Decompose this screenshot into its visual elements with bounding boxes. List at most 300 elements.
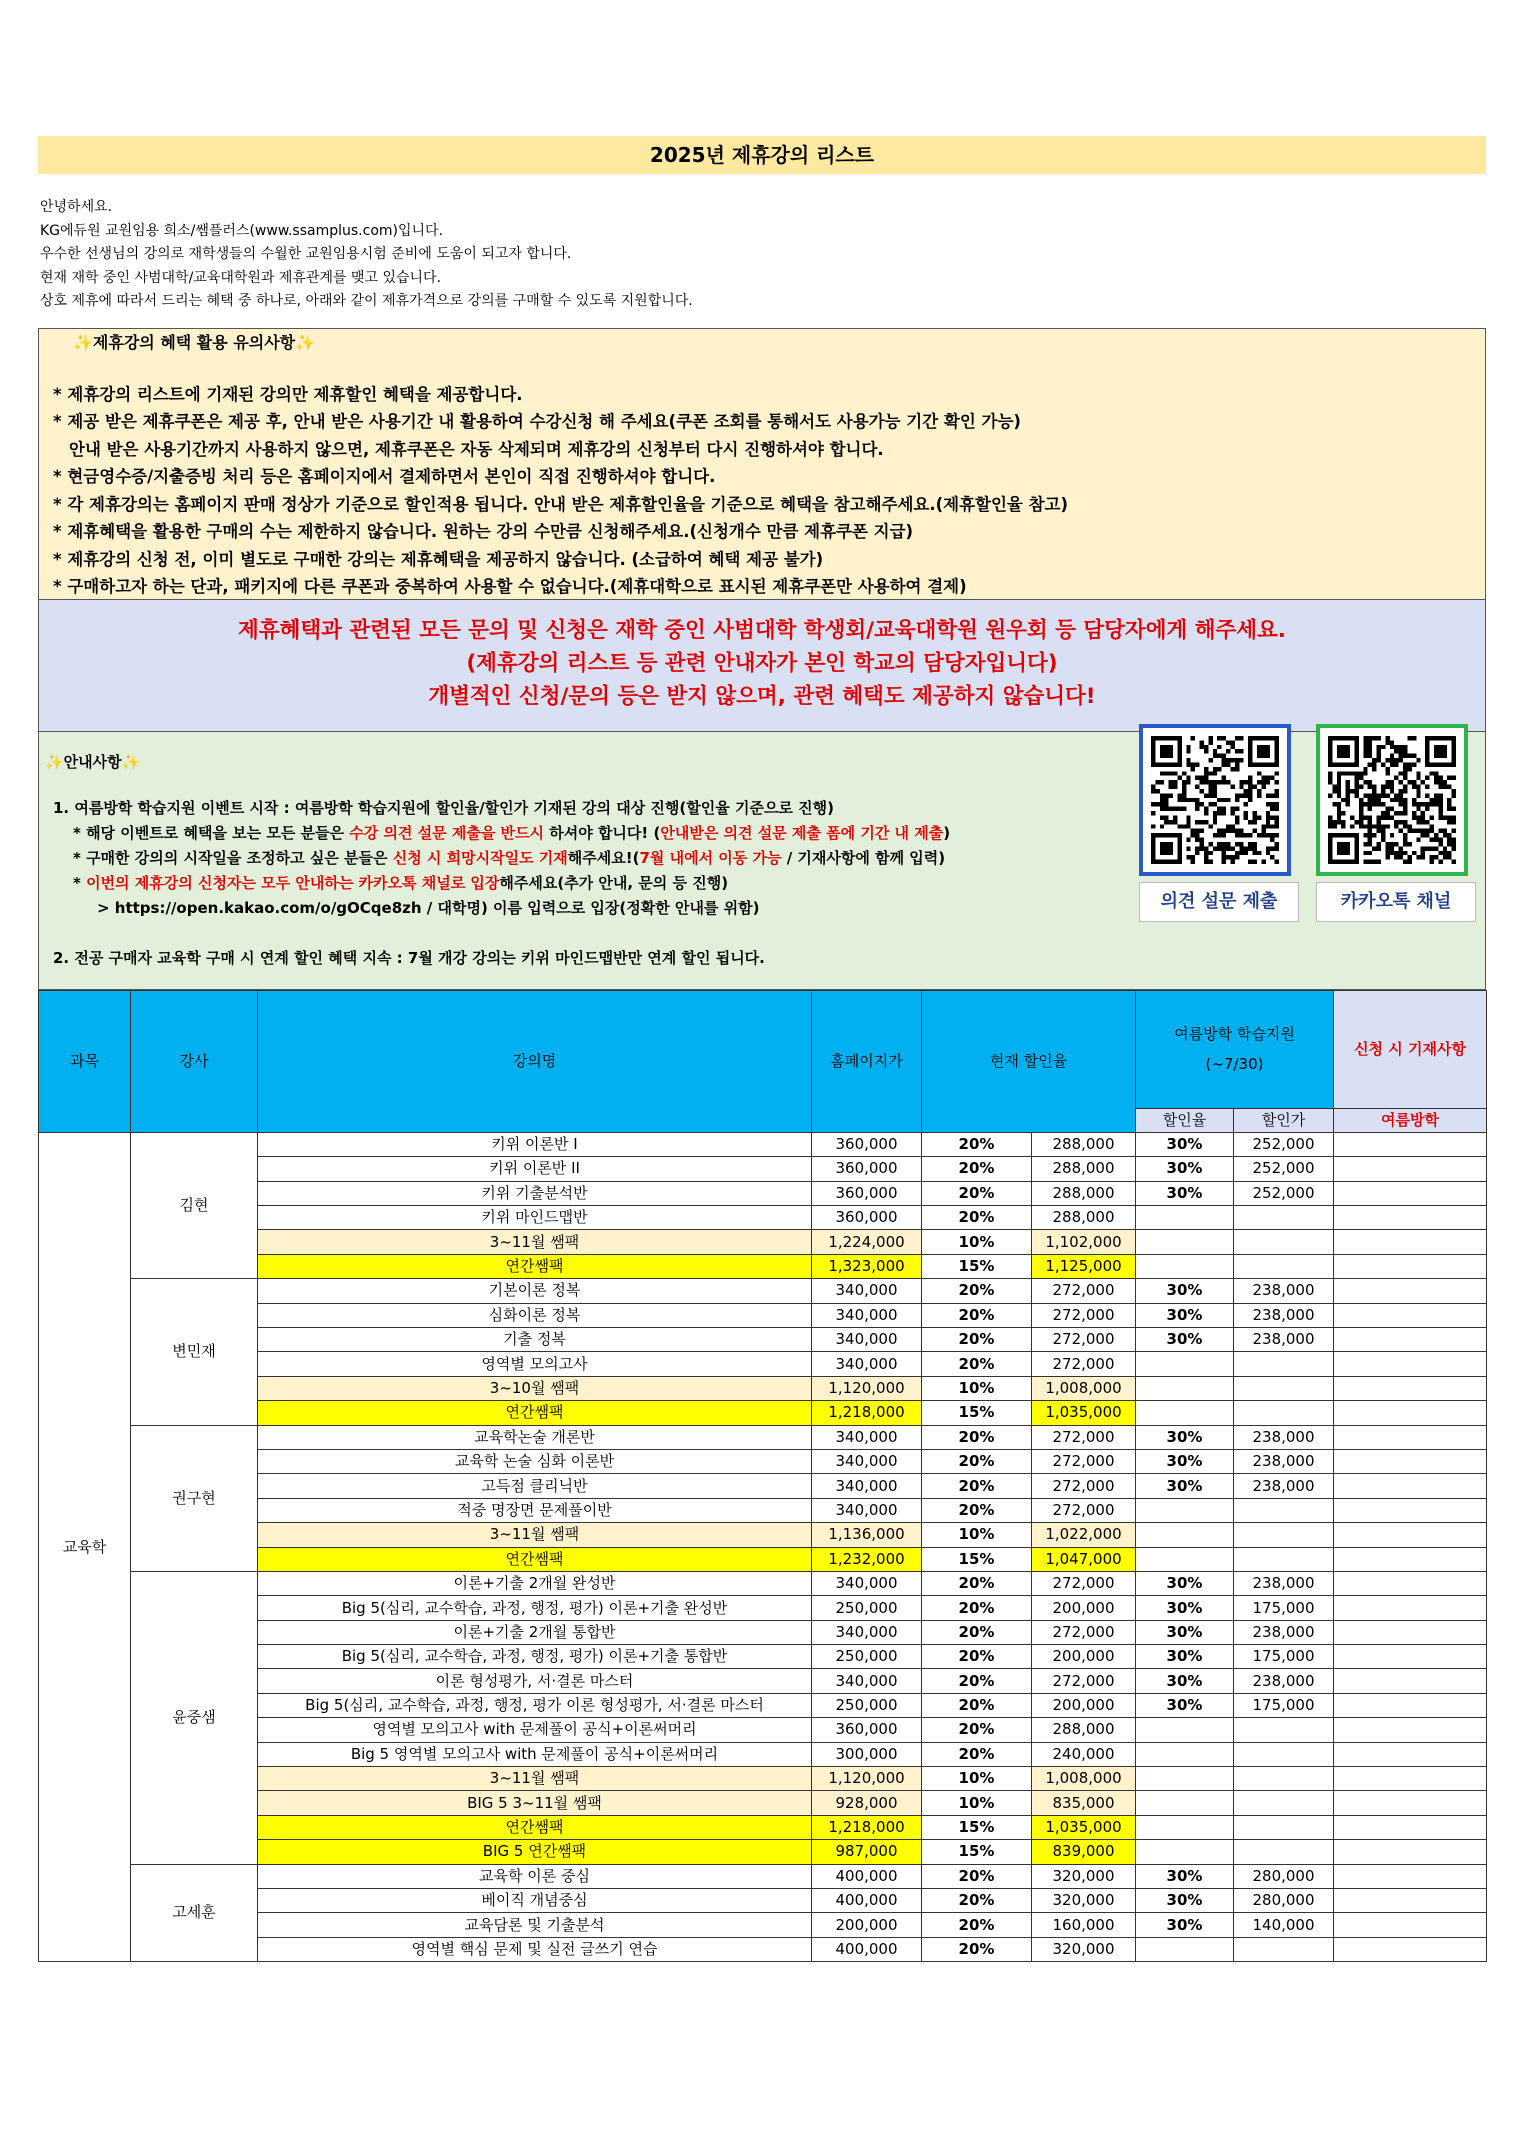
summer-rate-cell (1136, 1937, 1234, 1961)
price-cell: 300,000 (812, 1742, 922, 1766)
note-cell (1334, 1181, 1487, 1205)
rate-cell: 15% (922, 1254, 1032, 1278)
price-cell: 250,000 (812, 1596, 922, 1620)
info-text: * 해당 이벤트로 혜택을 보는 모든 분들은 (73, 823, 350, 842)
kakao-link[interactable]: > https://open.kakao.com/o/gOCqe8zh / 대학명) 이름 입력으로 입장(정확한 안내를 위함) (97, 898, 760, 917)
discount-price-cell: 272,000 (1032, 1328, 1136, 1352)
lecture-name-cell: 이론 형성평가, 서·결론 마스터 (258, 1669, 812, 1693)
lecture-name-cell: 3~11월 쌤팩 (258, 1767, 812, 1791)
price-cell: 360,000 (812, 1718, 922, 1742)
price-cell: 340,000 (812, 1352, 922, 1376)
price-cell: 360,000 (812, 1157, 922, 1181)
header-discount: 현재 할인율 (922, 990, 1136, 1132)
summer-price-cell: 252,000 (1234, 1132, 1334, 1156)
page-title: 2025년 제휴강의 리스트 (38, 136, 1486, 174)
rate-cell: 20% (922, 1449, 1032, 1473)
discount-price-cell: 200,000 (1032, 1693, 1136, 1717)
rate-cell: 20% (922, 1693, 1032, 1717)
discount-price-cell: 288,000 (1032, 1206, 1136, 1230)
header-summer-period: (~7/30) (1205, 1055, 1264, 1073)
header-summer-price: 할인가 (1234, 1108, 1334, 1132)
header-price: 홈페이지가 (812, 990, 922, 1132)
lecture-name-cell: 키위 마인드맵반 (258, 1206, 812, 1230)
discount-price-cell: 288,000 (1032, 1181, 1136, 1205)
note-cell (1334, 1937, 1487, 1961)
price-cell: 250,000 (812, 1693, 922, 1717)
summer-rate-cell: 30% (1136, 1157, 1234, 1181)
discount-price-cell: 1,125,000 (1032, 1254, 1136, 1278)
rate-cell: 20% (922, 1864, 1032, 1888)
kakao-qr-block[interactable] (1316, 724, 1476, 922)
rate-cell: 10% (922, 1230, 1032, 1254)
note-cell (1334, 1620, 1487, 1644)
summer-price-cell: 238,000 (1234, 1620, 1334, 1644)
document-page (38, 136, 1486, 1962)
summer-rate-cell: 30% (1136, 1303, 1234, 1327)
discount-price-cell: 1,035,000 (1032, 1815, 1136, 1839)
summer-price-cell (1234, 1937, 1334, 1961)
lecture-name-cell: 영역별 모의고사 with 문제풀이 공식+이론써머리 (258, 1718, 812, 1742)
teacher-cell: 김현 (131, 1132, 258, 1278)
price-cell: 340,000 (812, 1425, 922, 1449)
lecture-name-cell: 연간쌤팩 (258, 1547, 812, 1571)
teacher-cell: 권구현 (131, 1425, 258, 1571)
lecture-name-cell: 교육학 이론 중심 (258, 1864, 812, 1888)
note-cell (1334, 1669, 1487, 1693)
notice-item: * 제휴강의 리스트에 기재된 강의만 제휴할인 혜택을 제공합니다. (53, 384, 523, 404)
summer-price-cell: 238,000 (1234, 1449, 1334, 1473)
info-text: 하셔야 합니다! ( (544, 823, 661, 842)
rate-cell: 20% (922, 1157, 1032, 1181)
summer-price-cell (1234, 1718, 1334, 1742)
summer-rate-cell (1136, 1840, 1234, 1864)
discount-price-cell: 200,000 (1032, 1645, 1136, 1669)
summer-rate-cell: 30% (1136, 1620, 1234, 1644)
summer-price-cell (1234, 1401, 1334, 1425)
note-cell (1334, 1596, 1487, 1620)
price-cell: 1,232,000 (812, 1547, 922, 1571)
lecture-name-cell: 키위 이론반 II (258, 1157, 812, 1181)
lecture-name-cell: 교육담론 및 기출분석 (258, 1913, 812, 1937)
note-cell (1334, 1840, 1487, 1864)
summer-price-cell (1234, 1498, 1334, 1522)
summer-price-cell (1234, 1815, 1334, 1839)
summer-rate-cell (1136, 1254, 1234, 1278)
rate-cell: 15% (922, 1547, 1032, 1571)
teacher-cell: 고세훈 (131, 1864, 258, 1962)
info-text: ) (943, 823, 951, 842)
summer-price-cell (1234, 1376, 1334, 1400)
price-cell: 340,000 (812, 1279, 922, 1303)
note-cell (1334, 1279, 1487, 1303)
note-cell (1334, 1206, 1487, 1230)
summer-rate-cell (1136, 1401, 1234, 1425)
summer-rate-cell: 30% (1136, 1328, 1234, 1352)
summer-price-cell (1234, 1767, 1334, 1791)
rate-cell: 10% (922, 1376, 1032, 1400)
rate-cell: 20% (922, 1742, 1032, 1766)
price-cell: 360,000 (812, 1181, 922, 1205)
discount-price-cell: 272,000 (1032, 1498, 1136, 1522)
rate-cell: 20% (922, 1328, 1032, 1352)
summer-price-cell (1234, 1791, 1334, 1815)
summer-price-cell: 280,000 (1234, 1864, 1334, 1888)
summer-rate-cell: 30% (1136, 1889, 1234, 1913)
note-cell (1334, 1352, 1487, 1376)
summer-rate-cell (1136, 1547, 1234, 1571)
price-cell: 1,218,000 (812, 1815, 922, 1839)
summer-price-cell (1234, 1840, 1334, 1864)
note-cell (1334, 1547, 1487, 1571)
summer-rate-cell: 30% (1136, 1449, 1234, 1473)
rate-cell: 20% (922, 1425, 1032, 1449)
discount-price-cell: 288,000 (1032, 1132, 1136, 1156)
note-cell (1334, 1401, 1487, 1425)
header-note: 신청 시 기재사항 (1334, 990, 1487, 1108)
info-text: * (73, 873, 87, 892)
discount-price-cell: 272,000 (1032, 1449, 1136, 1473)
summer-price-cell (1234, 1523, 1334, 1547)
info-text: 해주세요(추가 안내, 문의 등 진행) (499, 873, 729, 892)
price-cell: 1,120,000 (812, 1376, 922, 1400)
contact-line: 개별적인 신청/문의 등은 받지 않으며, 관련 혜택도 제공하지 않습니다! (428, 683, 1096, 709)
table-row (39, 1864, 1487, 1888)
price-cell: 200,000 (812, 1913, 922, 1937)
note-cell (1334, 1571, 1487, 1595)
note-cell (1334, 1157, 1487, 1181)
lecture-table (38, 990, 1487, 1963)
rate-cell: 10% (922, 1791, 1032, 1815)
summer-price-cell: 175,000 (1234, 1596, 1334, 1620)
note-cell (1334, 1693, 1487, 1717)
summer-rate-cell (1136, 1230, 1234, 1254)
rate-cell: 20% (922, 1620, 1032, 1644)
survey-qr-block[interactable] (1139, 724, 1299, 922)
note-cell (1334, 1254, 1487, 1278)
summer-price-cell (1234, 1230, 1334, 1254)
discount-price-cell: 272,000 (1032, 1669, 1136, 1693)
notice-item: * 현금영수증/지출증빙 처리 등은 홈페이지에서 결제하면서 본인이 직접 진행하셔야 합니다. (53, 467, 716, 486)
note-cell (1334, 1791, 1487, 1815)
discount-price-cell: 1,008,000 (1032, 1376, 1136, 1400)
note-cell (1334, 1328, 1487, 1352)
lecture-name-cell: Big 5(심리, 교수학습, 과정, 행정, 평가) 이론+기출 완성반 (258, 1596, 812, 1620)
summer-price-cell: 238,000 (1234, 1474, 1334, 1498)
summer-price-cell: 238,000 (1234, 1669, 1334, 1693)
lecture-table-body (39, 1132, 1487, 1961)
lecture-name-cell: 3~11월 쌤팩 (258, 1230, 812, 1254)
header-summer (1136, 990, 1334, 1108)
summer-rate-cell: 30% (1136, 1571, 1234, 1595)
note-cell (1334, 1815, 1487, 1839)
greeting-line: KG에듀원 교원임용 희소/쌤플러스(www.ssamplus.com)입니다. (40, 222, 444, 239)
subject-cell: 교육학 (39, 1132, 131, 1961)
summer-price-cell: 238,000 (1234, 1328, 1334, 1352)
rate-cell: 20% (922, 1279, 1032, 1303)
rate-cell: 20% (922, 1669, 1032, 1693)
summer-rate-cell: 30% (1136, 1913, 1234, 1937)
price-cell: 340,000 (812, 1474, 922, 1498)
info-highlight: 신청 시 희망시작일도 기재 (392, 848, 568, 867)
lecture-name-cell: Big 5(심리, 교수학습, 과정, 행정, 평가 이론 형성평가, 서·결론 마스터 (258, 1693, 812, 1717)
notice-item: * 제휴혜택을 활용한 구매의 수는 제한하지 않습니다. 원하는 강의 수만큼 신청해주세요.(신청개수 만큼 제휴쿠폰 지급) (53, 522, 914, 541)
rate-cell: 20% (922, 1571, 1032, 1595)
notice-heading: ✨제휴강의 혜택 활용 유의사항✨ (73, 332, 316, 352)
notice-box (38, 328, 1486, 600)
greeting-line: 안녕하세요. (40, 199, 113, 215)
note-cell (1334, 1718, 1487, 1742)
header-summer-rate: 할인율 (1136, 1108, 1234, 1132)
price-cell: 1,120,000 (812, 1767, 922, 1791)
lecture-name-cell: 연간쌤팩 (258, 1815, 812, 1839)
lecture-name-cell: 3~10월 쌤팩 (258, 1376, 812, 1400)
rate-cell: 20% (922, 1206, 1032, 1230)
lecture-name-cell: Big 5 영역별 모의고사 with 문제풀이 공식+이론써머리 (258, 1742, 812, 1766)
lecture-name-cell: 교육학논술 개론반 (258, 1425, 812, 1449)
lecture-name-cell: 심화이론 정복 (258, 1303, 812, 1327)
notice-item: 안내 받은 사용기간까지 사용하지 않으면, 제휴쿠폰은 자동 삭제되며 제휴강의 신청부터 다시 진행하셔야 합니다. (69, 439, 884, 459)
info-highlight: 7월 내에서 이동 가능 (639, 848, 782, 867)
discount-price-cell: 288,000 (1032, 1718, 1136, 1742)
rate-cell: 20% (922, 1352, 1032, 1376)
price-cell: 928,000 (812, 1791, 922, 1815)
note-cell (1334, 1498, 1487, 1522)
header-subject: 과목 (39, 990, 131, 1132)
summer-price-cell (1234, 1254, 1334, 1278)
summer-price-cell (1234, 1352, 1334, 1376)
info-box (38, 732, 1486, 990)
summer-rate-cell: 30% (1136, 1279, 1234, 1303)
note-cell (1334, 1645, 1487, 1669)
summer-rate-cell: 30% (1136, 1864, 1234, 1888)
discount-price-cell: 320,000 (1032, 1864, 1136, 1888)
summer-rate-cell (1136, 1352, 1234, 1376)
lecture-name-cell: Big 5(심리, 교수학습, 과정, 행정, 평가) 이론+기출 통합반 (258, 1645, 812, 1669)
lecture-name-cell: 기본이론 정복 (258, 1279, 812, 1303)
kakao-qr-code[interactable] (1316, 724, 1468, 876)
discount-price-cell: 272,000 (1032, 1571, 1136, 1595)
greeting-text (38, 196, 1486, 314)
summer-price-cell (1234, 1547, 1334, 1571)
table-row (39, 1279, 1487, 1303)
summer-rate-cell (1136, 1206, 1234, 1230)
note-cell (1334, 1913, 1487, 1937)
discount-price-cell: 160,000 (1032, 1913, 1136, 1937)
summer-rate-cell (1136, 1498, 1234, 1522)
rate-cell: 20% (922, 1474, 1032, 1498)
info-highlight: 수강 의견 설문 제출을 반드시 (349, 823, 545, 842)
info-highlight: 이번의 제휴강의 신청자는 모두 안내하는 카카오톡 채널로 입장 (86, 873, 500, 892)
info-highlight: 안내받은 의견 설문 제출 폼에 기간 내 제출 (660, 823, 944, 842)
rate-cell: 20% (922, 1718, 1032, 1742)
discount-price-cell: 1,047,000 (1032, 1547, 1136, 1571)
summer-price-cell (1234, 1206, 1334, 1230)
summer-rate-cell: 30% (1136, 1425, 1234, 1449)
summer-rate-cell (1136, 1376, 1234, 1400)
note-cell (1334, 1864, 1487, 1888)
qr-code-icon (1328, 736, 1456, 864)
info-line: 2. 전공 구매자 교육학 구매 시 연계 할인 혜택 지속 : 7월 개강 강의는 키위 마인드맵반만 연계 할인 됩니다. (53, 948, 765, 967)
price-cell: 340,000 (812, 1620, 922, 1644)
summer-price-cell: 140,000 (1234, 1913, 1334, 1937)
summer-rate-cell: 30% (1136, 1693, 1234, 1717)
note-cell (1334, 1303, 1487, 1327)
info-text: 해주세요!( (567, 848, 640, 867)
summer-rate-cell: 30% (1136, 1645, 1234, 1669)
rate-cell: 10% (922, 1523, 1032, 1547)
price-cell: 1,218,000 (812, 1401, 922, 1425)
summer-rate-cell (1136, 1767, 1234, 1791)
discount-price-cell: 272,000 (1032, 1352, 1136, 1376)
summer-rate-cell (1136, 1791, 1234, 1815)
summer-rate-cell (1136, 1523, 1234, 1547)
note-cell (1334, 1742, 1487, 1766)
rate-cell: 20% (922, 1132, 1032, 1156)
discount-price-cell: 1,035,000 (1032, 1401, 1136, 1425)
note-cell (1334, 1425, 1487, 1449)
survey-qr-code[interactable] (1139, 724, 1291, 876)
rate-cell: 20% (922, 1889, 1032, 1913)
notice-item: * 제공 받은 제휴쿠폰은 제공 후, 안내 받은 사용기간 내 활용하여 수강신청 해 주세요(쿠폰 조회를 통해서도 사용가능 기간 확인 가능) (53, 412, 1021, 431)
contact-line: 제휴혜택과 관련된 모든 문의 및 신청은 재학 중인 사범대학 학생회/교육대학원 원우회 등 담당자에게 해주세요. (238, 617, 1286, 643)
lecture-name-cell: 연간쌤팩 (258, 1401, 812, 1425)
summer-price-cell: 280,000 (1234, 1889, 1334, 1913)
lecture-name-cell: 이론+기출 2개월 완성반 (258, 1571, 812, 1595)
contact-box (38, 600, 1486, 732)
summer-rate-cell: 30% (1136, 1596, 1234, 1620)
note-cell (1334, 1132, 1487, 1156)
lecture-name-cell: 베이직 개념중심 (258, 1889, 812, 1913)
lecture-name-cell: 적중 명장면 문제풀이반 (258, 1498, 812, 1522)
rate-cell: 15% (922, 1401, 1032, 1425)
lecture-name-cell: BIG 5 연간쌤팩 (258, 1840, 812, 1864)
lecture-name-cell: 교육학 논술 심화 이론반 (258, 1449, 812, 1473)
price-cell: 1,224,000 (812, 1230, 922, 1254)
price-cell: 360,000 (812, 1206, 922, 1230)
lecture-name-cell: 키위 기출분석반 (258, 1181, 812, 1205)
summer-rate-cell (1136, 1742, 1234, 1766)
discount-price-cell: 272,000 (1032, 1425, 1136, 1449)
discount-price-cell: 272,000 (1032, 1303, 1136, 1327)
discount-price-cell: 1,008,000 (1032, 1767, 1136, 1791)
rate-cell: 20% (922, 1645, 1032, 1669)
price-cell: 400,000 (812, 1889, 922, 1913)
note-cell (1334, 1523, 1487, 1547)
rate-cell: 15% (922, 1815, 1032, 1839)
lecture-name-cell: 연간쌤팩 (258, 1254, 812, 1278)
summer-price-cell: 175,000 (1234, 1645, 1334, 1669)
discount-price-cell: 1,102,000 (1032, 1230, 1136, 1254)
discount-price-cell: 200,000 (1032, 1596, 1136, 1620)
price-cell: 360,000 (812, 1132, 922, 1156)
price-cell: 1,323,000 (812, 1254, 922, 1278)
teacher-cell: 윤중샘 (131, 1571, 258, 1864)
rate-cell: 20% (922, 1913, 1032, 1937)
info-line: 1. 여름방학 학습지원 이벤트 시작 : 여름방학 학습지원에 할인율/할인가 기재된 강의 대상 진행(할인율 기준으로 진행) (53, 798, 834, 817)
notice-item: * 제휴강의 신청 전, 이미 별도로 구매한 강의는 제휴혜택을 제공하지 않습니다. (소급하여 혜택 제공 불가) (53, 549, 824, 569)
notice-item: * 구매하고자 하는 단과, 패키지에 다른 쿠폰과 중복하여 사용할 수 없습니다.(제휴대학으로 표시된 제휴쿠폰만 사용하여 결제) (53, 577, 967, 596)
lecture-name-cell: 이론+기출 2개월 통합반 (258, 1620, 812, 1644)
survey-qr-label[interactable]: 의견 설문 제출 (1139, 882, 1299, 922)
lecture-name-cell: 영역별 핵심 문제 및 실전 글쓰기 연습 (258, 1937, 812, 1961)
header-lecture: 강의명 (258, 990, 812, 1132)
rate-cell: 15% (922, 1840, 1032, 1864)
price-cell: 400,000 (812, 1864, 922, 1888)
price-cell: 340,000 (812, 1303, 922, 1327)
header-teacher: 강사 (131, 990, 258, 1132)
price-cell: 340,000 (812, 1328, 922, 1352)
discount-price-cell: 272,000 (1032, 1474, 1136, 1498)
summer-price-cell: 252,000 (1234, 1181, 1334, 1205)
summer-price-cell: 238,000 (1234, 1279, 1334, 1303)
summer-price-cell: 252,000 (1234, 1157, 1334, 1181)
summer-price-cell: 238,000 (1234, 1571, 1334, 1595)
lecture-name-cell: 기출 정복 (258, 1328, 812, 1352)
notice-item: * 각 제휴강의는 홈페이지 판매 정상가 기준으로 할인적용 됩니다. 안내 받은 제휴할인율을 기준으로 혜택을 참고해주세요.(제휴할인율 참고) (53, 494, 1068, 514)
note-cell (1334, 1449, 1487, 1473)
header-note-sub: 여름방학 (1334, 1108, 1487, 1132)
info-text: / 기재사항에 함께 입력) (781, 848, 946, 867)
table-row (39, 1571, 1487, 1595)
lecture-name-cell: BIG 5 3~11월 쌤팩 (258, 1791, 812, 1815)
rate-cell: 20% (922, 1596, 1032, 1620)
info-text: * 구매한 강의의 시작일을 조정하고 싶은 분들은 (73, 848, 393, 867)
discount-price-cell: 835,000 (1032, 1791, 1136, 1815)
summer-rate-cell: 30% (1136, 1181, 1234, 1205)
notice-list (39, 381, 1485, 601)
info-heading: ✨안내사항✨ (45, 752, 141, 771)
table-row (39, 1132, 1487, 1156)
summer-price-cell (1234, 1742, 1334, 1766)
discount-price-cell: 272,000 (1032, 1620, 1136, 1644)
note-cell (1334, 1230, 1487, 1254)
greeting-line: 현재 재학 중인 사범대학/교육대학원과 제휴관계를 맺고 있습니다. (40, 269, 442, 286)
price-cell: 987,000 (812, 1840, 922, 1864)
lecture-name-cell: 키위 이론반 I (258, 1132, 812, 1156)
price-cell: 250,000 (812, 1645, 922, 1669)
lecture-name-cell: 3~11월 쌤팩 (258, 1523, 812, 1547)
price-cell: 340,000 (812, 1449, 922, 1473)
price-cell: 400,000 (812, 1937, 922, 1961)
price-cell: 1,136,000 (812, 1523, 922, 1547)
discount-price-cell: 1,022,000 (1032, 1523, 1136, 1547)
kakao-qr-label[interactable]: 카카오톡 채널 (1316, 882, 1476, 922)
rate-cell: 20% (922, 1498, 1032, 1522)
summer-rate-cell (1136, 1815, 1234, 1839)
rate-cell: 20% (922, 1937, 1032, 1961)
note-cell (1334, 1889, 1487, 1913)
note-cell (1334, 1474, 1487, 1498)
summer-rate-cell (1136, 1718, 1234, 1742)
summer-rate-cell: 30% (1136, 1132, 1234, 1156)
discount-price-cell: 272,000 (1032, 1279, 1136, 1303)
summer-price-cell: 238,000 (1234, 1425, 1334, 1449)
lecture-name-cell: 영역별 모의고사 (258, 1352, 812, 1376)
header-summer-title: 여름방학 학습지원 (1174, 1025, 1295, 1043)
teacher-cell: 변민재 (131, 1279, 258, 1425)
contact-line: (제휴강의 리스트 등 관련 안내자가 본인 학교의 담당자입니다) (466, 650, 1058, 676)
summer-rate-cell: 30% (1136, 1669, 1234, 1693)
note-cell (1334, 1767, 1487, 1791)
qr-code-icon (1151, 736, 1279, 864)
discount-price-cell: 839,000 (1032, 1840, 1136, 1864)
summer-rate-cell: 30% (1136, 1474, 1234, 1498)
rate-cell: 20% (922, 1303, 1032, 1327)
price-cell: 340,000 (812, 1498, 922, 1522)
rate-cell: 20% (922, 1181, 1032, 1205)
summer-price-cell: 238,000 (1234, 1303, 1334, 1327)
price-cell: 340,000 (812, 1571, 922, 1595)
